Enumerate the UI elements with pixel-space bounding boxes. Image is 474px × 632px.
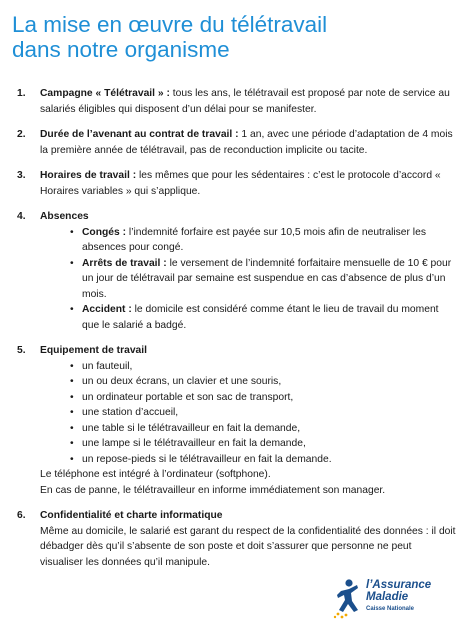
section-text: 1 an, avec une période d’adaptation de 4 mois la première année de télétravail, pas de reconduction implicite ou tacite. — [40, 129, 453, 156]
section-heading: Equipement de travail — [40, 345, 148, 356]
section-absences — [17, 209, 457, 333]
assurance-maladie-logo — [332, 574, 462, 624]
logo-line-2: Maladie — [366, 590, 409, 603]
logo-subtitle: Caisse Nationale — [366, 606, 415, 612]
bullet-icon: • — [70, 304, 74, 315]
list-item — [70, 302, 457, 333]
bullet-icon: • — [70, 422, 74, 434]
section-heading: Campagne « Télétravail » : — [40, 88, 170, 99]
logo-wordmark — [366, 580, 462, 603]
section-number: 1. — [17, 88, 26, 99]
title-line-1: La mise en œuvre du télétravail — [12, 12, 328, 37]
paragraph-softphone: Le téléphone est intégré à l’ordinateur (softphone). — [40, 469, 271, 480]
bullet-icon: • — [70, 257, 74, 269]
list-item — [70, 421, 457, 437]
list-item — [70, 256, 457, 303]
section-text: tous les ans, le télétravail est proposé par note de service au salariés éligibles qui disposent d’un délai pour se manifester. — [40, 88, 450, 115]
assurance-maladie-figure-icon — [332, 578, 364, 620]
section-heading: Horaires de travail : — [40, 170, 137, 181]
list-item — [70, 452, 457, 468]
bullet-text: une lampe si le télétravailleur en fait la demande, — [82, 438, 306, 449]
section-heading: Confidentialité et charte informatique — [40, 510, 223, 521]
numbered-list — [17, 86, 457, 580]
bullet-label: Accident : — [82, 304, 132, 315]
paragraph-confidentialite: Même au domicile, le salarié est garant du respect de la confidentialité des données : il doit débadger dès qu’il s’absente de son poste et doit s’assurer que personne ne peut visualiser les données qu’il manipule. — [40, 525, 456, 568]
bullet-text: un fauteuil, — [82, 360, 133, 372]
bullet-text: le domicile est considéré comme étant le lieu de travail du moment que le salarié a badgé. — [82, 304, 439, 331]
bullet-icon: • — [70, 226, 74, 238]
bullet-icon: • — [70, 376, 74, 387]
section-campagne — [17, 86, 457, 117]
bullet-text: un repose-pieds si le télétravailleur en fait la demande. — [82, 453, 332, 465]
bullet-text: un ordinateur portable et son sac de transport, — [82, 391, 294, 403]
section-confidentialite — [17, 508, 457, 570]
bullet-icon: • — [70, 407, 74, 418]
section-duree — [17, 127, 457, 158]
section-number: 3. — [17, 170, 26, 181]
bullet-icon: • — [70, 453, 74, 465]
bullet-text: l’indemnité forfaire est payée sur 10,5 mois afin de neutraliser les absences pour congé. — [82, 226, 426, 253]
list-item — [70, 436, 457, 452]
section-heading: Durée de l’avenant au contrat de travail : — [40, 129, 239, 140]
list-item — [70, 359, 457, 375]
bullet-list — [40, 359, 457, 468]
section-equipement — [17, 343, 457, 498]
section-heading: Absences — [40, 211, 89, 222]
title-line-2: dans notre organisme — [12, 37, 230, 62]
page-title — [12, 12, 462, 62]
section-number: 4. — [17, 211, 26, 222]
bullet-text: le versement de l’indemnité forfaitaire mensuelle de 10 € pour un jour de télétravail par semaine est suspendue en cas d’absence de plus d’un mois. — [82, 257, 452, 300]
bullet-text: un ou deux écrans, un clavier et une souris, — [82, 376, 282, 387]
bullet-icon: • — [70, 360, 74, 372]
section-number: 6. — [17, 510, 26, 521]
list-item — [70, 225, 457, 256]
section-number: 5. — [17, 345, 26, 356]
bullet-list — [40, 225, 457, 334]
list-item — [70, 390, 457, 406]
paragraph-panne: En cas de panne, le télétravailleur en informe immédiatement son manager. — [40, 484, 386, 496]
logo-line-1: l’Assurance — [366, 579, 432, 591]
bullet-icon: • — [70, 438, 74, 449]
list-item — [70, 374, 457, 390]
bullet-icon: • — [70, 391, 74, 403]
section-text: les mêmes que pour les sédentaires : c’est le protocole d’accord « Horaires variables » qui s’applique. — [40, 170, 441, 197]
bullet-text: une station d’accueil, — [82, 407, 179, 418]
section-number: 2. — [17, 129, 26, 140]
bullet-label: Arrêts de travail : — [82, 257, 167, 269]
section-horaires — [17, 168, 457, 199]
bullet-label: Congés : — [82, 226, 127, 238]
list-item — [70, 405, 457, 421]
bullet-text: une table si le télétravailleur en fait la demande, — [82, 422, 301, 434]
